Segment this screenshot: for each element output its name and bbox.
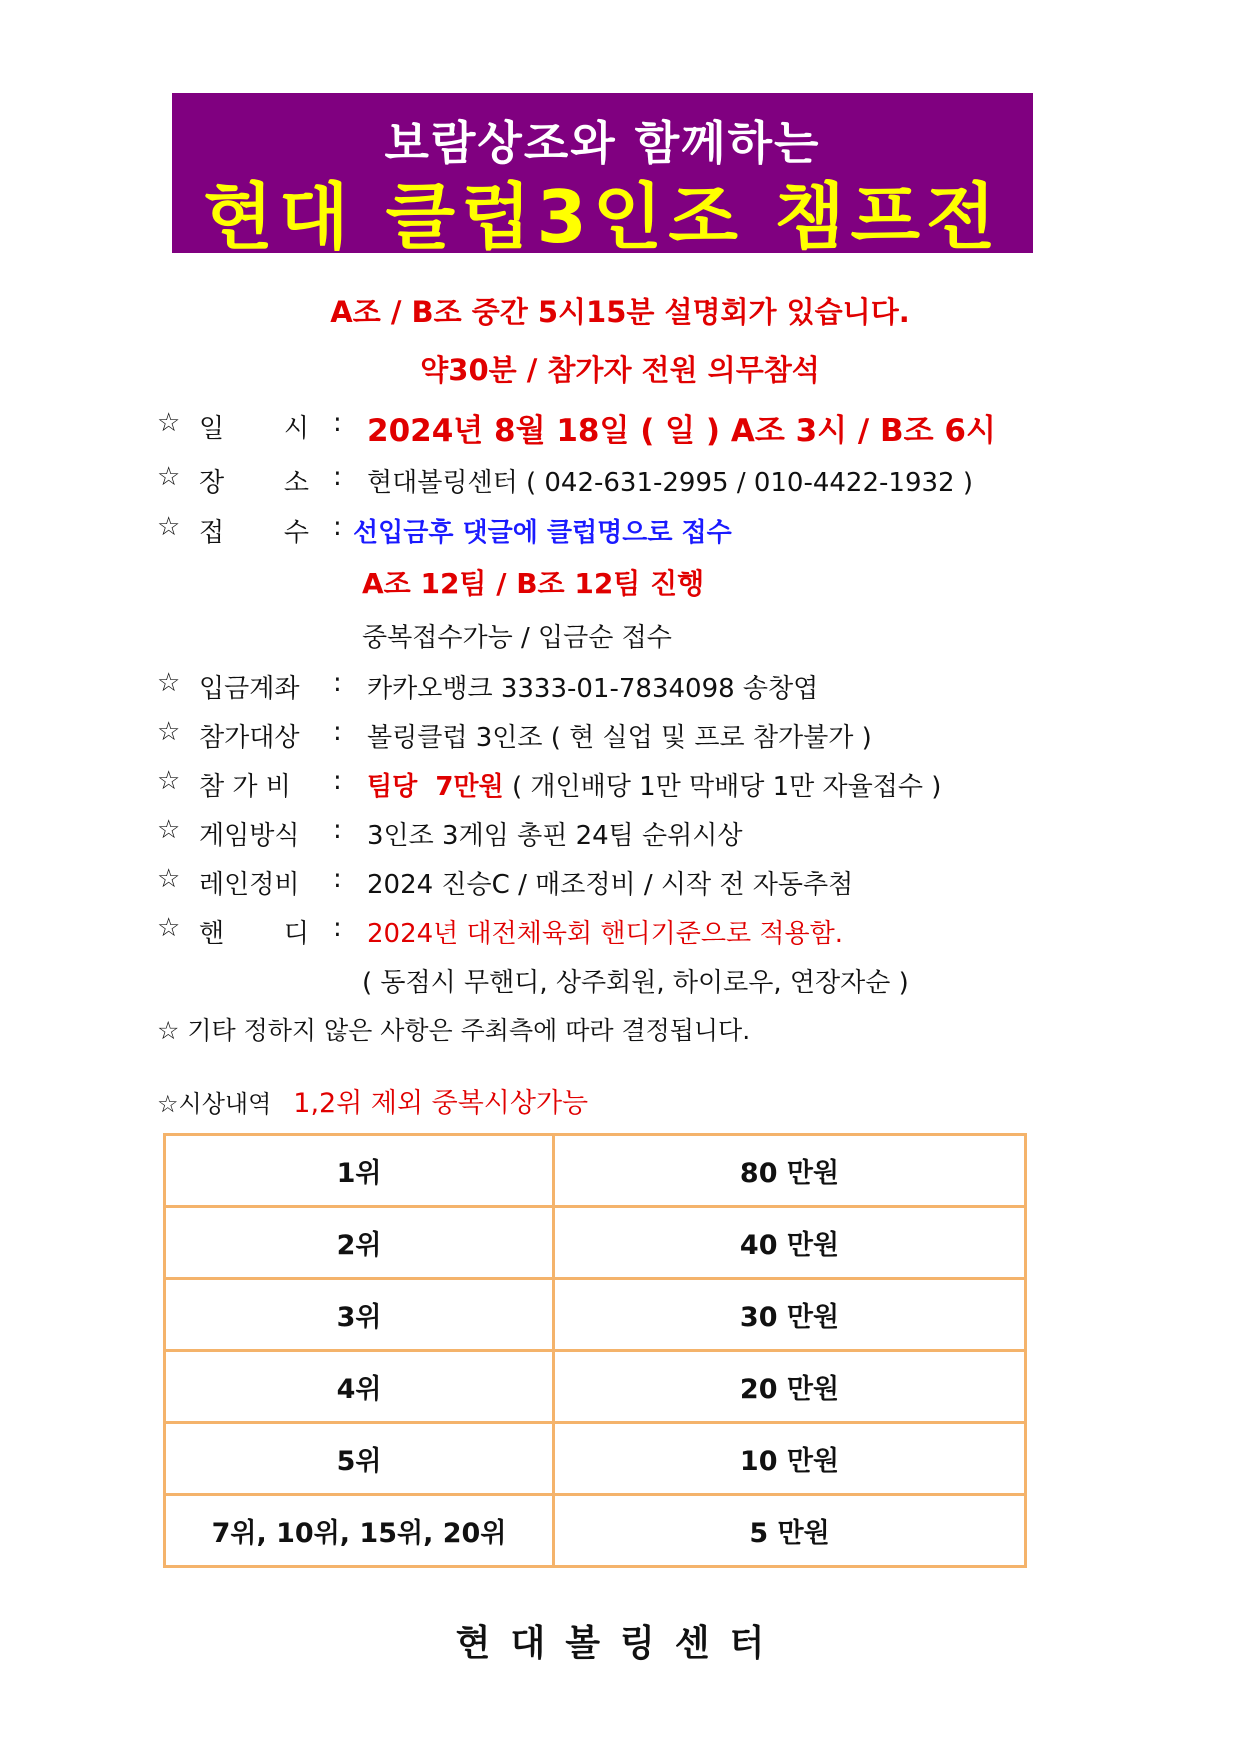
- star-icon: ☆: [157, 766, 181, 796]
- prize-table: [163, 1133, 1027, 1568]
- info-value-fee: [367, 766, 941, 803]
- star-icon: ☆: [157, 815, 181, 845]
- banner-subtitle: 보람상조와 함께하는: [384, 116, 821, 170]
- info-colon: :: [333, 462, 342, 492]
- star-icon: ☆: [157, 512, 181, 542]
- notice-line-1: A조 / B조 중간 5시15분 설명회가 있습니다.: [330, 295, 910, 329]
- info-value-handicap: 2024년 대전체육회 핸디기준으로 적용함.: [367, 919, 843, 949]
- info-value-account: 카카오뱅크 3333-01-7834098 송창엽: [367, 674, 819, 704]
- info-colon: :: [333, 408, 342, 438]
- star-icon: ☆: [157, 913, 181, 943]
- table-row: [165, 1351, 1026, 1423]
- table-row: [165, 1207, 1026, 1279]
- info-label: 참가대상: [199, 723, 300, 753]
- prize-title: ☆시상내역: [157, 1090, 272, 1118]
- prize-header: [157, 1081, 588, 1120]
- info-value-lane: 2024 진승C / 매조정비 / 시작 전 자동추첨: [367, 870, 854, 900]
- info-colon: :: [333, 766, 342, 796]
- prize-amount: 30 만원: [554, 1279, 1026, 1351]
- prize-rank: 2위: [165, 1207, 554, 1279]
- info-label: 장 소: [199, 468, 309, 498]
- star-icon: ☆: [157, 668, 181, 698]
- info-value-place: 현대볼링센터 ( 042-631-2995 / 010-4422-1932 ): [367, 468, 973, 498]
- table-row: [165, 1495, 1026, 1567]
- prize-amount: 5 만원: [554, 1495, 1026, 1567]
- prize-amount: 80 만원: [554, 1135, 1026, 1207]
- title-banner: [172, 93, 1033, 259]
- table-row: [165, 1279, 1026, 1351]
- info-label: 핸 디: [199, 919, 309, 949]
- fee-amount: 팀당 7만원: [367, 772, 504, 802]
- table-row: [165, 1423, 1026, 1495]
- star-icon: ☆: [157, 408, 181, 438]
- info-label: 일 시: [199, 414, 309, 444]
- info-colon: :: [333, 717, 342, 747]
- reception-teams: A조 12팀 / B조 12팀 진행: [362, 567, 705, 600]
- prize-rank: 3위: [165, 1279, 554, 1351]
- prize-rank: 4위: [165, 1351, 554, 1423]
- star-icon: ☆: [157, 717, 181, 747]
- etc-note: ☆ 기타 정하지 않은 사항은 주최측에 따라 결정됩니다.: [157, 1016, 751, 1045]
- info-value-reception: 선입금후 댓글에 클럽명으로 접수: [353, 518, 732, 548]
- prize-rank: 7위, 10위, 15위, 20위: [165, 1495, 554, 1567]
- info-colon: :: [333, 913, 342, 943]
- info-colon: :: [333, 864, 342, 894]
- prize-rank: 1위: [165, 1135, 554, 1207]
- star-icon: ☆: [157, 864, 181, 894]
- info-label: 접 수: [199, 518, 309, 548]
- info-value-date: 2024년 8월 18일 ( 일 ) A조 3시 / B조 6시: [367, 413, 996, 449]
- info-label: 레인정비: [199, 870, 300, 900]
- table-row: [165, 1135, 1026, 1207]
- info-colon: :: [333, 668, 342, 698]
- info-label: 참 가 비: [199, 772, 291, 802]
- handicap-note: ( 동점시 무핸디, 상주회원, 하이로우, 연장자순 ): [362, 968, 909, 998]
- info-value-target: 볼링클럽 3인조 ( 현 실업 및 프로 참가불가 ): [367, 723, 872, 753]
- prize-rank: 5위: [165, 1423, 554, 1495]
- reception-note: 중복접수가능 / 입금순 접수: [362, 623, 672, 653]
- prize-note: 1,2위 제외 중복시상가능: [293, 1088, 589, 1119]
- notice-line-2: 약30분 / 참가자 전원 의무참석: [420, 353, 820, 387]
- fee-detail: ( 개인배당 1만 막배당 1만 자율접수 ): [511, 772, 942, 802]
- info-value-game: 3인조 3게임 총핀 24팀 순위시상: [367, 821, 743, 851]
- star-icon: ☆: [157, 462, 181, 492]
- prize-amount: 20 만원: [554, 1351, 1026, 1423]
- info-colon: :: [333, 815, 342, 845]
- info-label: 입금계좌: [199, 674, 300, 704]
- prize-amount: 40 만원: [554, 1207, 1026, 1279]
- banner-title: 현대 클럽3인조 챔프전: [203, 175, 1002, 259]
- footer-venue: 현대볼링센터: [455, 1623, 785, 1664]
- info-colon: :: [333, 512, 342, 542]
- info-label: 게임방식: [199, 821, 300, 851]
- prize-amount: 10 만원: [554, 1423, 1026, 1495]
